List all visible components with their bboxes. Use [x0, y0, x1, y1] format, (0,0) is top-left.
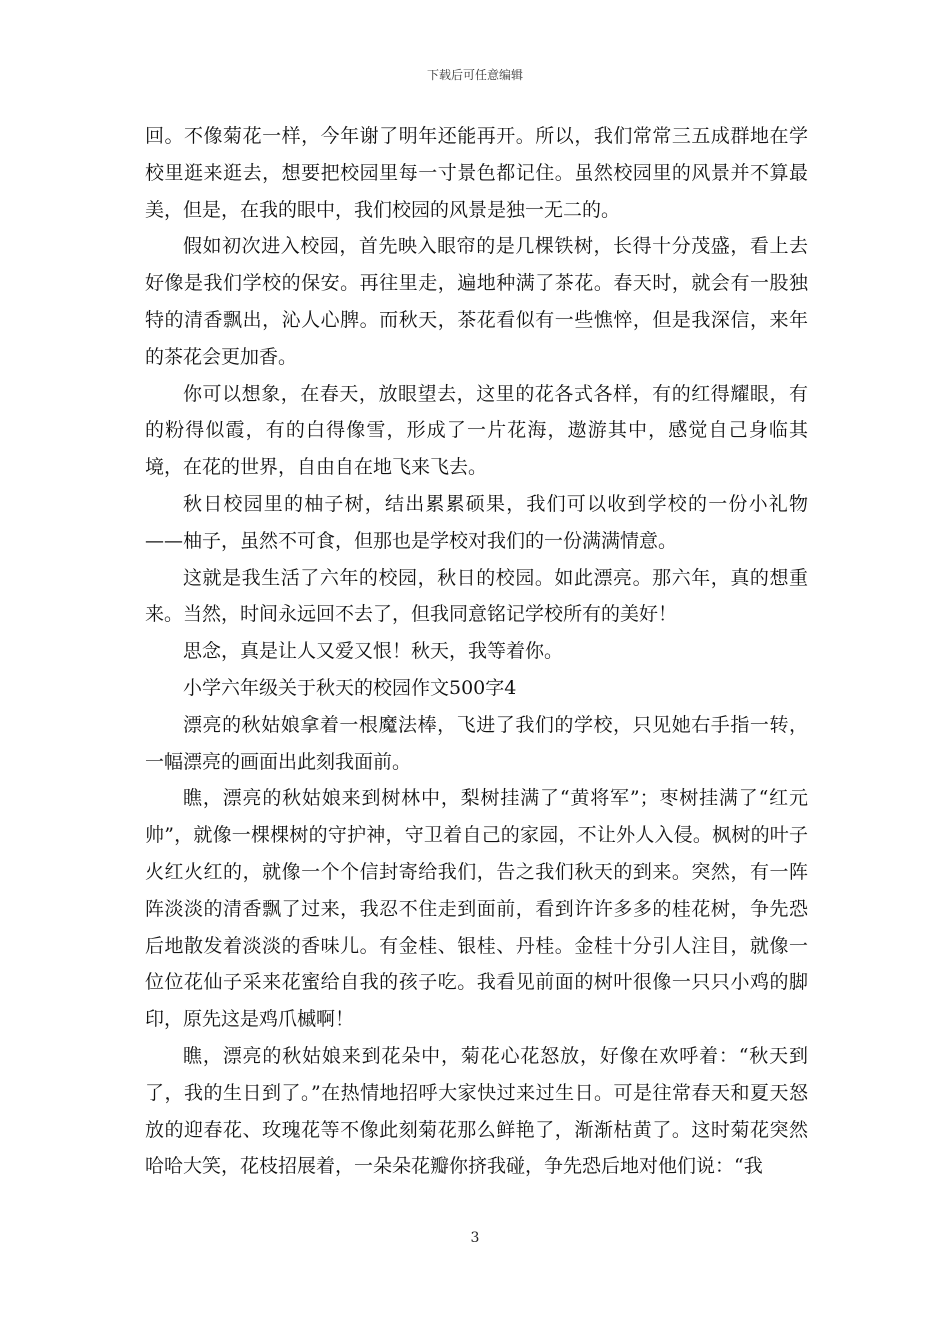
paragraph: 漂亮的秋姑娘拿着一根魔法棒，飞进了我们的学校，只见她右手指一转，一幅漂亮的画面出此刻我面前。	[145, 713, 808, 773]
body-text	[145, 118, 808, 1185]
paragraph: 这就是我生活了六年的校园，秋日的校园。如此漂亮。那六年，真的想重来。当然，时间永远回不去了，但我同意铭记学校所有的美好！	[145, 566, 808, 626]
paragraph: 瞧，漂亮的秋姑娘来到花朵中，菊花心花怒放，好像在欢呼着：“秋天到了，我的生日到了。”在热情地招呼大家快过来过生日。可是往常春天和夏天怒放的迎春花、玫瑰花等不像此刻菊花那么鲜艳了，渐渐枯黄了。这时菊花突然哈哈大笑，花枝招展着，一朵朵花瓣你挤我碰，争先恐后地对他们说：“我	[145, 1044, 808, 1178]
essay-title: 小学六年级关于秋天的校园作文500字4	[183, 676, 517, 699]
paragraph-continuation: 回。不像菊花一样，今年谢了明年还能再开。所以，我们常常三五成群地在学校里逛来逛去，想要把校园里每一寸景色都记住。虽然校园里的风景并不算最美，但是，在我的眼中，我们校园的风景是独一无二的。	[145, 125, 808, 221]
paragraph: 你可以想象，在春天，放眼望去，这里的花各式各样，有的红得耀眼，有的粉得似霞，有的白得像雪，形成了一片花海，遨游其中，感觉自己身临其境，在花的世界，自由自在地飞来飞去。	[145, 382, 808, 479]
paragraph: 思念，真是让人又爱又恨！秋天，我等着你。	[183, 640, 564, 663]
paragraph: 瞧，漂亮的秋姑娘来到树林中，梨树挂满了“黄将军”；枣树挂满了“红元帅”，就像一棵棵树的守护神，守卫着自己的家园，不让外人入侵。枫树的叶子火红火红的，就像一个个信封寄给我们，告之我们秋天的到来。突然，有一阵阵淡淡的清香飘了过来，我忍不住走到面前，看到许许多多的桂花树，争先恐后地散发着淡淡的香味儿。有金桂、银桂、丹桂。金桂十分引人注目，就像一位位花仙子采来花蜜给自我的孩子吃。我看见前面的树叶很像一只只小鸡的脚印，原先这是鸡爪槭啊！	[145, 787, 808, 1031]
page-number: 3	[470, 1230, 480, 1246]
paragraph: 秋日校园里的柚子树，结出累累硕果，我们可以收到学校的一份小礼物——柚子，虽然不可食，但那也是学校对我们的一份满满情意。	[145, 492, 808, 552]
paragraph: 假如初次进入校园，首先映入眼帘的是几棵铁树，长得十分茂盛，看上去好像是我们学校的保安。再往里走，遍地种满了茶花。春天时，就会有一股独特的清香飘出，沁人心脾。而秋天，茶花看似有一些憔悴，但是我深信，来年的茶花会更加香。	[145, 235, 808, 368]
header-note: 下载后可任意编辑	[426, 68, 523, 82]
